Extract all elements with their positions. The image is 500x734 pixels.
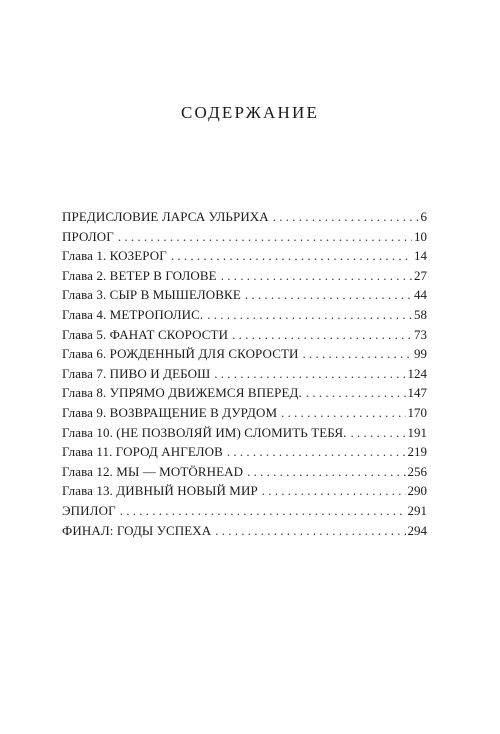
toc-entry	[62, 462, 427, 482]
dot-leader	[262, 481, 406, 501]
toc-entry-page-number: 290	[407, 483, 427, 499]
dot-leader	[273, 207, 419, 227]
toc-entry	[62, 305, 427, 325]
toc-entry	[62, 442, 427, 462]
toc-entry	[62, 266, 427, 286]
dot-leader	[306, 383, 406, 403]
toc-entry-page-number: 147	[407, 385, 427, 401]
dot-leader	[303, 344, 413, 364]
toc-entry-page-number: 256	[407, 463, 427, 479]
toc-entry	[62, 383, 427, 403]
toc-entry-page-number: 14	[414, 248, 427, 264]
toc-entry-title: Глава 6. РОЖДЕННЫЙ ДЛЯ СКОРОСТИ	[62, 346, 299, 362]
toc-entry-title: ФИНАЛ: ГОДЫ УСПЕХА	[62, 522, 212, 538]
toc-entry-title: ЭПИЛОГ	[62, 502, 116, 518]
dot-leader	[215, 521, 405, 541]
toc-entry-title: Глава 3. СЫР В МЫШЕЛОВКЕ	[62, 287, 241, 303]
toc-entry-title: Глава 1. КОЗЕРОГ	[62, 248, 167, 264]
toc-entry-page-number: 10	[414, 228, 427, 244]
toc-entry-title: Глава 8. УПРЯМО ДВИЖЕМСЯ ВПЕРЕД.	[62, 385, 302, 401]
toc-entry	[62, 344, 427, 364]
toc-entry-title: ПРОЛОГ	[62, 228, 114, 244]
dot-leader	[214, 364, 405, 384]
toc-entry-page-number: 27	[414, 267, 427, 283]
dot-leader	[118, 227, 412, 247]
contents-heading: СОДЕРЖАНИЕ	[180, 103, 320, 122]
toc-entry	[62, 521, 427, 541]
toc-entry-page-number: 191	[407, 424, 427, 440]
toc-entry-title: Глава 11. ГОРОД АНГЕЛОВ	[62, 444, 223, 460]
toc-entry-page-number: 73	[414, 326, 427, 342]
dot-leader	[171, 246, 412, 266]
dot-leader	[247, 462, 405, 482]
toc-entry-page-number: 124	[407, 365, 427, 381]
toc-entry-title: Глава 5. ФАНАТ СКОРОСТИ	[62, 326, 229, 342]
toc-entry-title: Глава 13. ДИВНЫЙ НОВЫЙ МИР	[62, 483, 258, 499]
toc-entry	[62, 423, 427, 443]
dot-leader	[120, 501, 406, 521]
dot-leader	[281, 403, 405, 423]
toc-entry-title: ПРЕДИСЛОВИЕ ЛАРСА УЛЬРИХА	[62, 209, 269, 224]
dot-leader	[227, 442, 406, 462]
toc-entry-page-number: 294	[407, 522, 427, 538]
toc-entry	[62, 227, 427, 247]
toc-entry-title: Глава 10. (НЕ ПОЗВОЛЯЙ ИМ) СЛОМИТЬ ТЕБЯ.	[62, 424, 347, 440]
dot-leader	[351, 423, 406, 443]
toc-entry	[62, 403, 427, 423]
toc-entry-title: Глава 9. ВОЗВРАЩЕНИЕ В ДУРДОМ	[62, 404, 278, 420]
toc-entry-title: Глава 2. ВЕТЕР В ГОЛОВЕ	[62, 267, 217, 283]
dot-leader	[221, 266, 412, 286]
toc-entry	[62, 481, 427, 501]
toc-entry-title: Глава 7. ПИВО И ДЕБОШ	[62, 365, 211, 381]
dot-leader	[245, 285, 412, 305]
dot-leader	[207, 305, 412, 325]
toc-entry-title: Глава 4. МЕТРОПОЛИС.	[62, 306, 204, 322]
toc-entry-page-number: 170	[407, 404, 427, 420]
dot-leader	[232, 325, 412, 345]
toc-entry-page-number: 291	[407, 502, 427, 518]
toc-entry	[62, 246, 427, 266]
toc-entry-title: Глава 12. МЫ — MOTÖRHEAD	[62, 463, 244, 479]
toc-entry	[62, 207, 427, 227]
toc-entry	[62, 285, 427, 305]
toc-entry-page-number: 44	[414, 287, 427, 303]
toc-entry-page-number: 219	[407, 444, 427, 460]
toc-entry	[62, 501, 427, 521]
table-of-contents	[62, 207, 427, 540]
toc-entry-page-number: 6	[420, 209, 427, 224]
toc-entry-page-number: 99	[414, 346, 427, 362]
toc-entry	[62, 364, 427, 384]
toc-entry	[62, 325, 427, 345]
toc-entry-page-number: 58	[414, 306, 427, 322]
